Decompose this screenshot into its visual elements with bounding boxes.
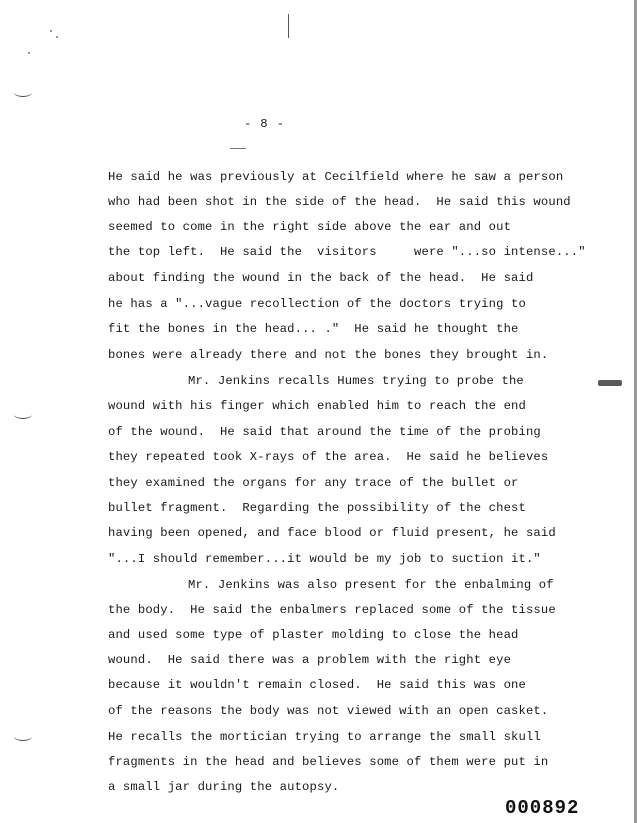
text-line: Mr. Jenkins recalls Humes trying to probe the: [188, 374, 524, 388]
text-line: wound with his finger which enabled him to reach the end: [108, 399, 526, 413]
text-line: bullet fragment. Regarding the possibility of the chest: [108, 501, 526, 515]
scan-speck: [28, 52, 30, 54]
text-line: of the wound. He said that around the time of the probing: [108, 425, 541, 439]
text-line: of the reasons the body was not viewed with an open casket.: [108, 704, 549, 718]
text-line: he has a "...vague recollection of the doctors trying to: [108, 297, 526, 311]
scan-speck: [50, 30, 52, 32]
text-line: He recalls the mortician trying to arrange the small skull: [108, 730, 541, 744]
page-number: - 8 -: [244, 117, 286, 131]
text-line: He said he was previously at Cecilfield where he saw a person: [108, 170, 564, 184]
punch-hole-mark: [14, 88, 32, 97]
text-line: a small jar during the autopsy.: [108, 780, 340, 794]
text-line: bones were already there and not the bones they brought in.: [108, 348, 549, 362]
text-line: they examined the organs for any trace of the bullet or: [108, 476, 519, 490]
text-line: "...I should remember...it would be my job to suction it.": [108, 552, 541, 566]
text-line: and used some type of plaster molding to close the head: [108, 628, 519, 642]
text-line: fragments in the head and believes some of them were put in: [108, 755, 549, 769]
text-line: fit the bones in the head... ." He said he thought the: [108, 322, 519, 336]
scan-speck: [56, 36, 58, 38]
text-line: seemed to come in the right side above the ear and out: [108, 220, 512, 234]
scan-mark: [288, 14, 289, 38]
text-line: the body. He said the enbalmers replaced some of the tissue: [108, 603, 556, 617]
text-line: wound. He said there was a problem with the right eye: [108, 653, 512, 667]
ink-blot: [598, 380, 622, 386]
dash-rule: [230, 148, 246, 149]
text-line: the top left. He said the visitors were "...so intense...": [108, 245, 586, 259]
document-stamp: 000892: [505, 797, 580, 819]
text-line: because it wouldn't remain closed. He said this was one: [108, 678, 526, 692]
punch-hole-mark: [14, 732, 32, 741]
text-line: they repeated took X-rays of the area. He said he believes: [108, 450, 549, 464]
text-line: Mr. Jenkins was also present for the enbalming of: [188, 578, 554, 592]
punch-hole-mark: [14, 410, 32, 419]
text-line: about finding the wound in the back of the head. He said: [108, 271, 534, 285]
text-line: having been opened, and face blood or fluid present, he said: [108, 526, 556, 540]
text-line: who had been shot in the side of the head. He said this wound: [108, 195, 571, 209]
